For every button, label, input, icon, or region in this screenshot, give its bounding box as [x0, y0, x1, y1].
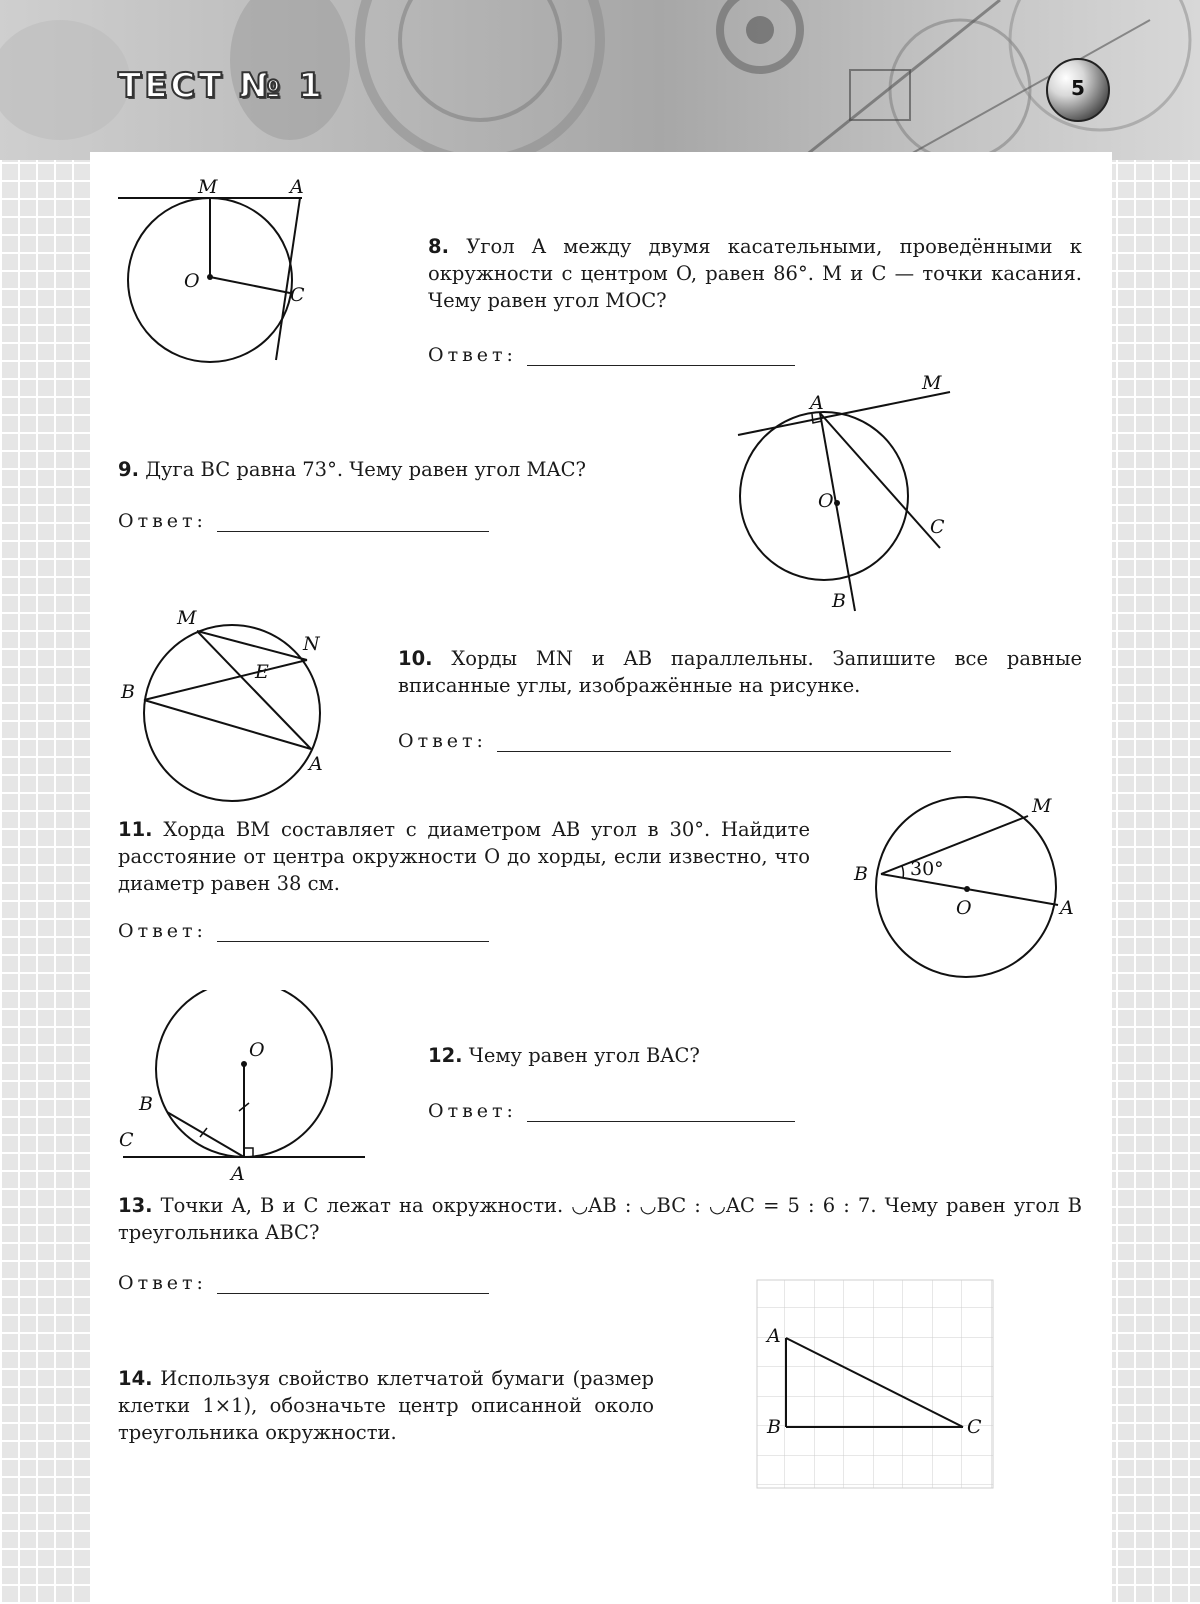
task-8-number: 8. [428, 235, 449, 258]
figure-10 [115, 600, 345, 805]
task-13 [118, 1192, 1082, 1246]
task-10-text: Хорды MN и AB параллельны. Запишите все равные вписанные углы, изображённые на рисунке. [398, 647, 1083, 697]
label-O: O [249, 1039, 265, 1061]
answer-11-label: Ответ: [118, 920, 207, 942]
label-A: A [231, 1163, 245, 1185]
answer-12-field[interactable] [527, 1102, 795, 1122]
task-11-number: 11. [118, 818, 153, 841]
label-A: A [810, 392, 824, 414]
answer-13-field[interactable] [217, 1274, 489, 1294]
page-header [0, 0, 1200, 160]
task-13-number: 13. [118, 1194, 153, 1217]
label-C: C [290, 284, 305, 306]
answer-10 [398, 730, 951, 752]
label-B: B [767, 1416, 781, 1438]
label-M: M [198, 176, 218, 198]
task-9-number: 9. [118, 458, 139, 481]
answer-11 [118, 920, 489, 942]
answer-8-field[interactable] [527, 346, 795, 366]
label-C: C [119, 1129, 134, 1151]
label-N: N [303, 633, 320, 655]
label-B: B [832, 590, 846, 612]
answer-10-field[interactable] [497, 732, 951, 752]
answer-12 [428, 1100, 795, 1122]
task-9 [118, 456, 718, 483]
label-O: O [184, 270, 200, 292]
label-O: O [818, 490, 834, 512]
task-14 [118, 1365, 654, 1446]
figure-14 [755, 1278, 1000, 1493]
task-9-text: Дуга BC равна 73°. Чему равен угол MAC? [145, 458, 586, 481]
task-10-number: 10. [398, 647, 433, 670]
task-11-text: Хорда BM составляет с диаметром AB угол в 30°. Найдите расстояние от центра окружности O до хорды, если известно, что диаметр равен 38 см. [118, 818, 810, 895]
task-10 [398, 645, 1082, 699]
label-B: B [854, 863, 868, 885]
answer-13-label: Ответ: [118, 1272, 207, 1294]
figure-9 [730, 375, 960, 620]
task-11 [118, 816, 810, 897]
task-12 [428, 1042, 1082, 1069]
task-12-number: 12. [428, 1044, 463, 1067]
label-E: E [255, 661, 269, 683]
label-A: A [1060, 897, 1074, 919]
task-12-text: Чему равен угол BAC? [468, 1044, 700, 1067]
page-number-badge [1046, 58, 1110, 122]
answer-10-label: Ответ: [398, 730, 487, 752]
label-B: B [121, 681, 135, 703]
answer-11-field[interactable] [217, 922, 489, 942]
label-C: C [967, 1416, 982, 1438]
figure-12 [115, 990, 370, 1195]
task-8 [428, 233, 1082, 314]
figure-11 [850, 790, 1080, 985]
page-number: 5 [1071, 76, 1085, 100]
label-A: A [290, 176, 304, 198]
label-A: A [767, 1325, 781, 1347]
task-8-text: Угол A между двумя касательными, проведёнными к окружности с центром O, равен 86°. M и C — точки касания. Чему равен угол MOC? [428, 235, 1082, 312]
figure-8 [110, 175, 340, 385]
answer-12-label: Ответ: [428, 1100, 517, 1122]
label-M: M [177, 607, 197, 629]
answer-9 [118, 510, 489, 532]
answer-8-label: Ответ: [428, 344, 517, 366]
task-13-text: Точки A, B и C лежат на окружности. ◡AB : ◡BC : ◡AC = 5 : 6 : 7. Чему равен угол B треугольника ABC? [118, 1194, 1083, 1244]
label-M: M [922, 375, 942, 394]
label-O: O [956, 897, 972, 919]
answer-9-label: Ответ: [118, 510, 207, 532]
label-M: M [1032, 795, 1052, 817]
answer-8 [428, 344, 795, 366]
answer-9-field[interactable] [217, 512, 489, 532]
test-title: ТЕСТ № 1 [118, 66, 325, 106]
angle-label: 30° [910, 858, 944, 880]
label-B: B [139, 1093, 153, 1115]
task-14-text: Используя свойство клетчатой бумаги (размер клетки 1×1), обозначьте центр описанной около треугольника окружности. [118, 1367, 654, 1444]
answer-13 [118, 1272, 489, 1294]
task-14-number: 14. [118, 1367, 153, 1390]
label-C: C [930, 516, 945, 538]
label-A: A [309, 753, 323, 775]
